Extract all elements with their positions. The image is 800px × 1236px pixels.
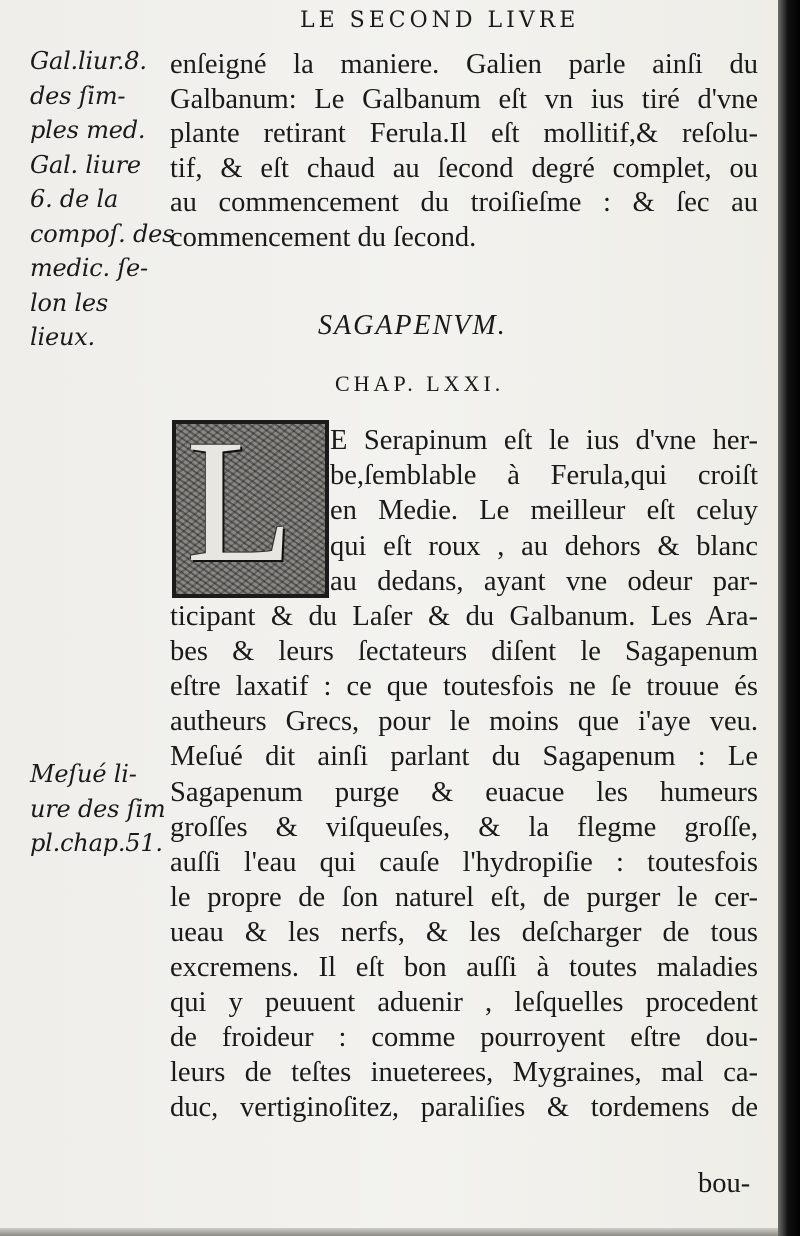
margin-note-line: lon les: [30, 288, 109, 317]
text-line: Sagapenum purge & euacue les humeurs: [170, 776, 758, 808]
page-edge-shadow: [778, 0, 800, 1236]
section-title: SAGAPENVM.: [318, 310, 507, 341]
catchword: bou-: [698, 1168, 751, 1199]
text-line: plante retirant Ferula.Il eſt mollitif,& reſolu-: [170, 118, 758, 149]
margin-note-line: Meſué li-: [30, 760, 137, 788]
text-line: excremens. Il eſt bon auſſi à toutes maladies: [170, 952, 758, 983]
text-line: eſtre laxatif : ce que toutesfois ne ſe trouue és: [170, 671, 758, 703]
text-line: auſſi l'eau qui cauſe l'hydropiſie : toutesfois: [170, 846, 758, 878]
drop-cap-letter: L: [186, 420, 294, 598]
text-line: au dedans, ayant vne odeur par-: [330, 565, 758, 597]
text-line: de froideur : comme pourroyent eſtre dou-: [170, 1022, 758, 1054]
text-line: qui eſt roux , au dehors & blanc: [330, 530, 758, 562]
text-line: le propre de ſon naturel eſt, de purger le cer-: [170, 881, 758, 913]
decorated-initial: [172, 420, 329, 598]
margin-note-line: des ſim-: [30, 81, 126, 110]
margin-note-line: compoſ. des: [30, 219, 175, 248]
text-line: en Medie. Le meilleur eſt celuy: [330, 495, 758, 527]
margin-note-line: 6. de la: [30, 185, 119, 213]
text-line: bes & leurs ſectateurs diſent le Sagapenum: [170, 636, 758, 668]
text-line: duc, vertiginoſitez, paraliſies & tordemens de: [170, 1092, 758, 1124]
text-line: E Serapinum eſt le ius d'vne her-: [330, 425, 758, 456]
text-line: autheurs Grecs, pour le moins que i'aye veu.: [170, 706, 758, 738]
text-line: leurs de teſtes inueterees, Mygraines, mal ca-: [170, 1057, 758, 1089]
text-line: qui y peuuent aduenir , leſquelles procedent: [170, 987, 758, 1019]
text-line: enſeigné la maniere. Galien parle ainſi du: [170, 49, 758, 80]
text-line: au commencement du troiſieſme : & ſec au: [170, 187, 758, 218]
margin-note-line: ure des ſim: [30, 794, 166, 823]
margin-note-line: pl.chap.51.: [30, 829, 163, 857]
chapter-heading: CHAP. LXXI.: [335, 371, 505, 396]
text-line: ticipant & du Laſer & du Galbanum. Les Ara-: [170, 601, 758, 632]
margin-note-line: medic. ſe-: [30, 254, 148, 282]
running-head: LE SECOND LIVRE: [300, 8, 580, 33]
text-line: Galbanum: Le Galbanum eſt vn ius tiré d'vne: [170, 83, 758, 115]
text-line: commencement du ſecond.: [170, 221, 477, 253]
text-line: ueau & les nerfs, & les deſcharger de tous: [170, 916, 758, 948]
margin-note-line: Gal. liure: [30, 150, 141, 179]
margin-note-line: ples med.: [30, 116, 146, 144]
text-line: be,ſemblable à Ferula,qui croiſt: [330, 460, 758, 492]
text-line: groſſes & viſqueuſes, & la flegme groſſe,: [170, 811, 758, 843]
text-line: Meſué dit ainſi parlant du Sagapenum : Le: [170, 741, 758, 773]
margin-note-line: lieux.: [30, 323, 95, 351]
margin-note-line: Gal.liur.8.: [30, 47, 147, 75]
text-line: tif, & eſt chaud au ſecond degré complet, ou: [170, 152, 758, 184]
